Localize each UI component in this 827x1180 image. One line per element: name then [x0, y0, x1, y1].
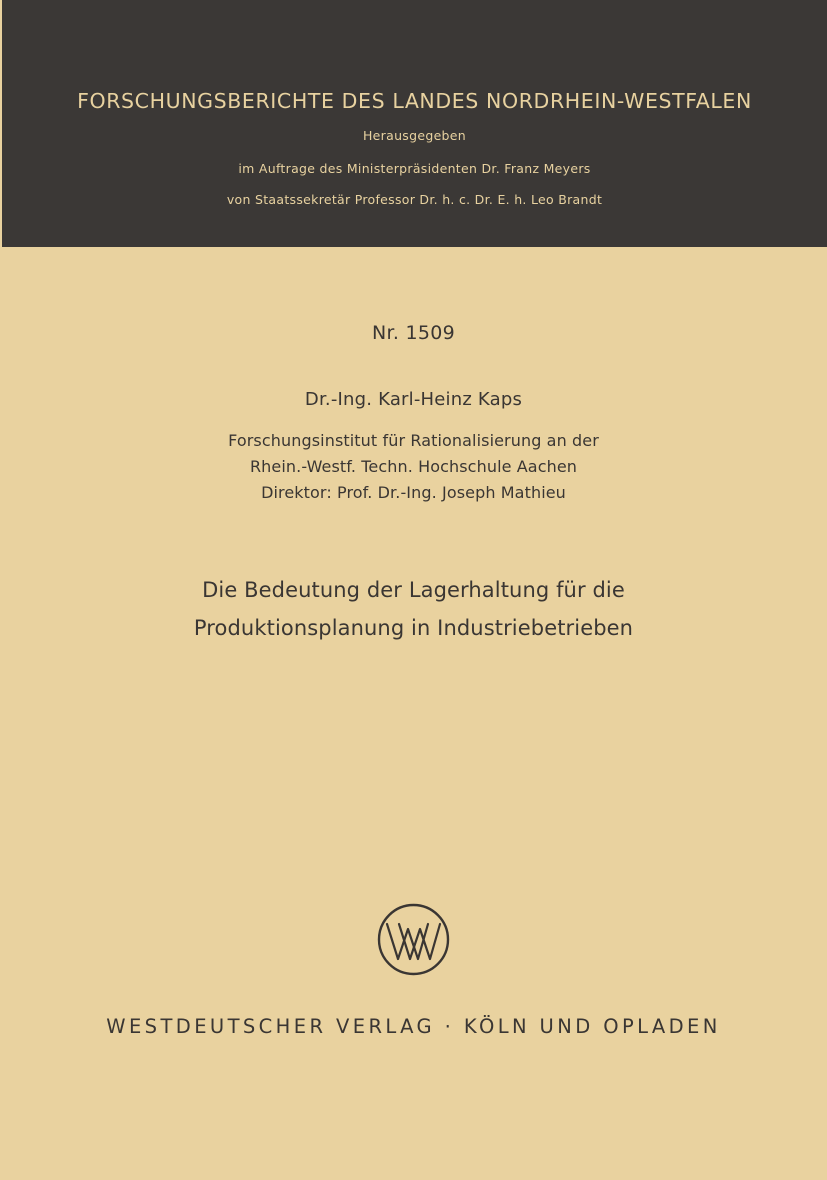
institute-line-2: Rhein.-Westf. Techn. Hochschule Aachen [249, 457, 578, 476]
institute-line-3: Direktor: Prof. Dr.-Ing. Joseph Mathieu [261, 483, 566, 502]
author-name: Dr.-Ing. Karl-Heinz Kaps [304, 389, 523, 410]
book-title-line-2: Produktionsplanung in Industriebetrieben [193, 616, 634, 640]
commission-line: im Auftrage des Ministerpräsidenten Dr. Franz Meyers [238, 161, 591, 176]
header-band [2, 0, 827, 247]
report-number: Nr. 1509 [371, 322, 456, 344]
publisher-logo-icon [377, 903, 450, 976]
institute-line-1: Forschungsinstitut für Rationalisierung an der [228, 431, 599, 450]
editor-line: Herausgegeben [362, 128, 467, 143]
publisher-line: WESTDEUTSCHER VERLAG · KÖLN UND OPLADEN [106, 1015, 721, 1038]
book-title-line-1: Die Bedeutung der Lagerhaltung für die [202, 578, 625, 602]
series-title: FORSCHUNGSBERICHTE DES LANDES NORDRHEIN-WESTFALEN [77, 89, 752, 113]
secretary-line: von Staatssekretär Professor Dr. h. c. Dr. E. h. Leo Brandt [226, 192, 603, 207]
